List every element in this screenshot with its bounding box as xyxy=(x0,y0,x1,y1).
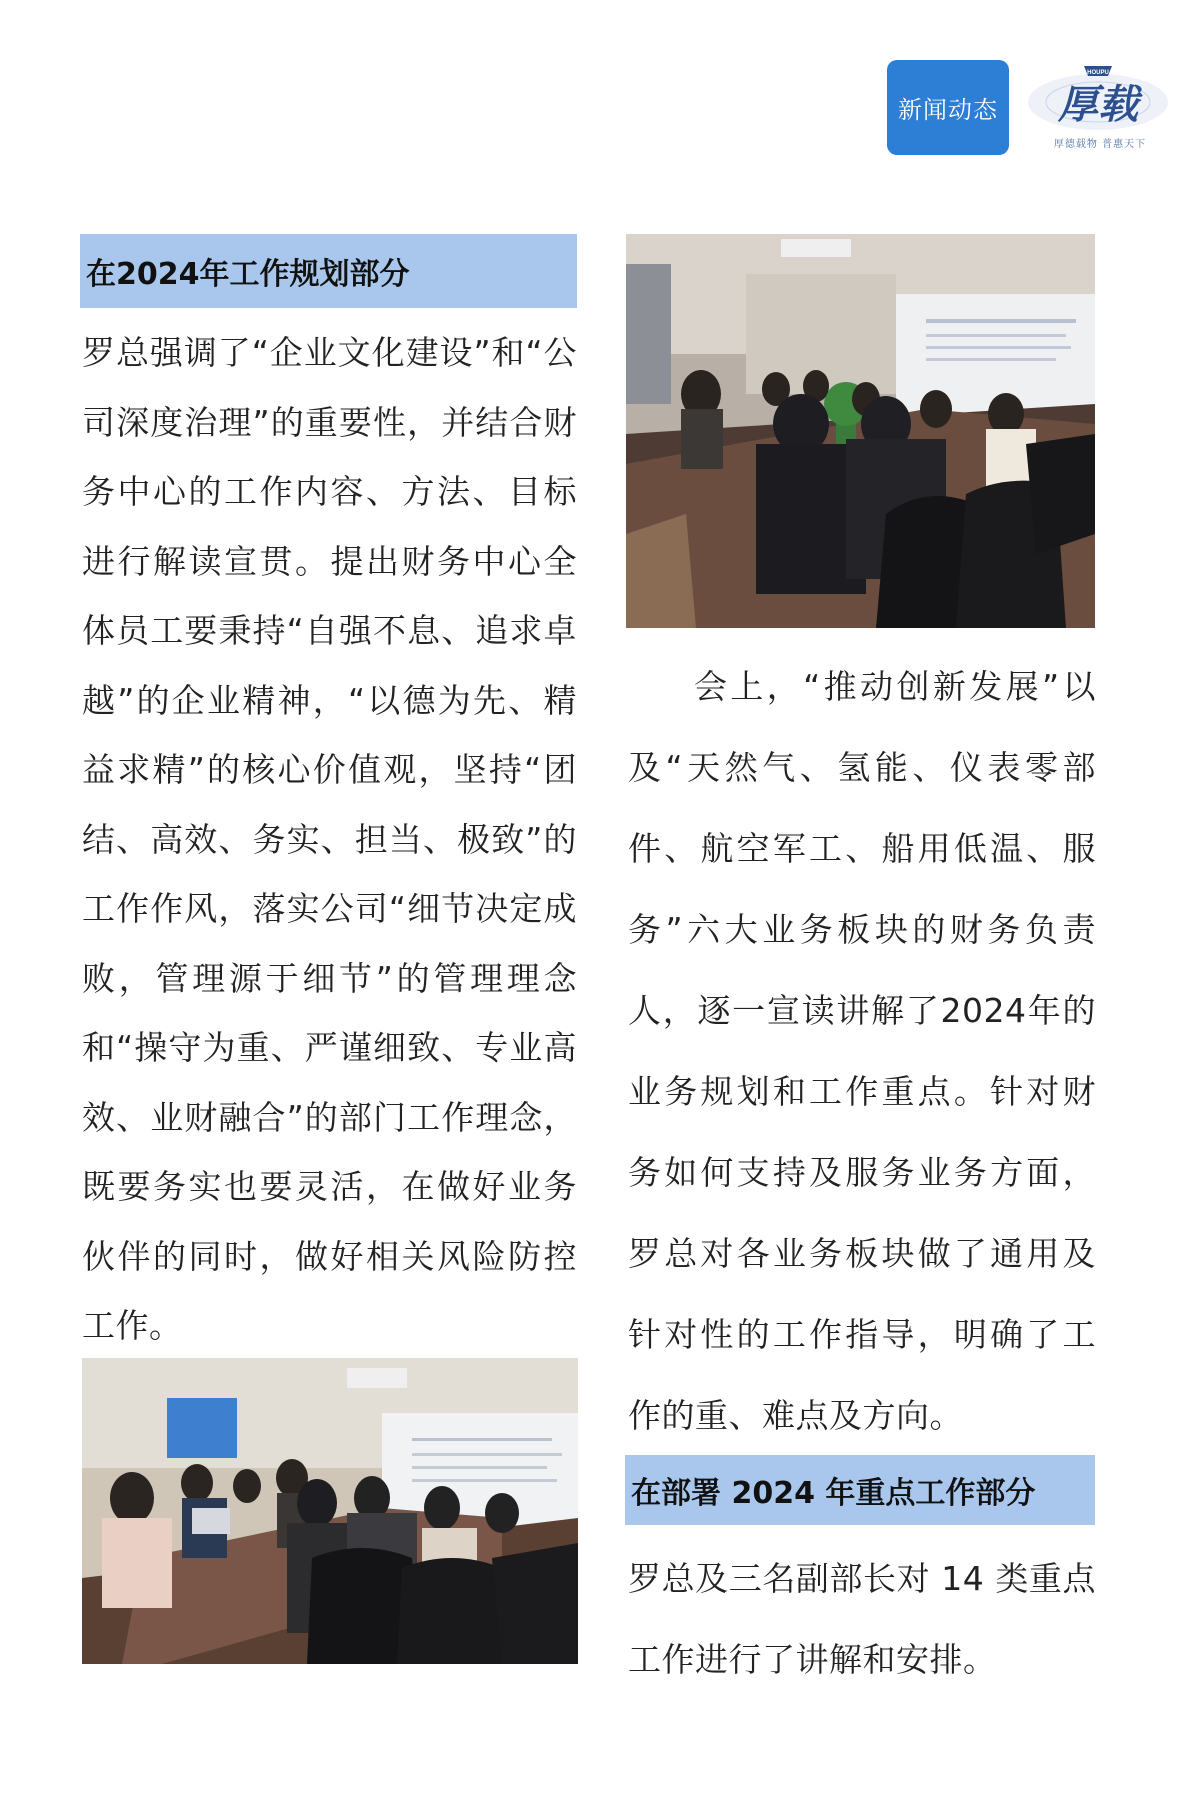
news-section-badge xyxy=(887,60,1009,155)
meeting-photo-1 xyxy=(626,234,1095,628)
section-heading-deploy xyxy=(625,1455,1095,1525)
business-plan-paragraph: 会上，“推动创新发展”以及“天然气、氢能、仪表零部件、航空军工、船用低温、服务”六大业务板块的财务负责人，逐一宣读讲解了2024年的业务规划和工作重点。针对财务如何支持及服务业务方面，罗总对各业务板块做了通用及针对性的工作指导，明确了工作的重、难点及方向。 xyxy=(628,667,1096,1435)
section-heading-plan xyxy=(80,234,577,308)
meeting-photo-2 xyxy=(82,1358,578,1664)
deploy-paragraph: 罗总及三名副部长对 14 类重点工作进行了讲解和安排。 xyxy=(628,1559,1096,1679)
section-heading-deploy-text: 在部署 2024 年重点工作部分 xyxy=(631,1476,1036,1511)
svg-text:厚载: 厚载 xyxy=(1058,81,1138,128)
logo-slogan: 厚德载物 普惠天下 xyxy=(1053,139,1147,150)
svg-text:HOUPU: HOUPU xyxy=(1087,70,1109,76)
news-section-label: 新闻动态 xyxy=(898,96,998,124)
plan-paragraph: 罗总强调了“企业文化建设”和“公司深度治理”的重要性，并结合财务中心的工作内容、方法、目标进行解读宣贯。提出财务中心全体员工要秉持“自强不息、追求卓越”的企业精神，“以德为先、精益求精”的核心价值观，坚持“团结、高效、务实、担当、极致”的工作作风，落实公司“细节决定成败，管理源于细节”的管理理念和“操守为重、严谨细致、专业高效、业财融合”的部门工作理念，既要务实也要灵活，在做好业务伙伴的同时，做好相关风险防控工作。 xyxy=(82,333,577,1345)
section-heading-plan-text: 在2024年工作规划部分 xyxy=(86,257,410,292)
